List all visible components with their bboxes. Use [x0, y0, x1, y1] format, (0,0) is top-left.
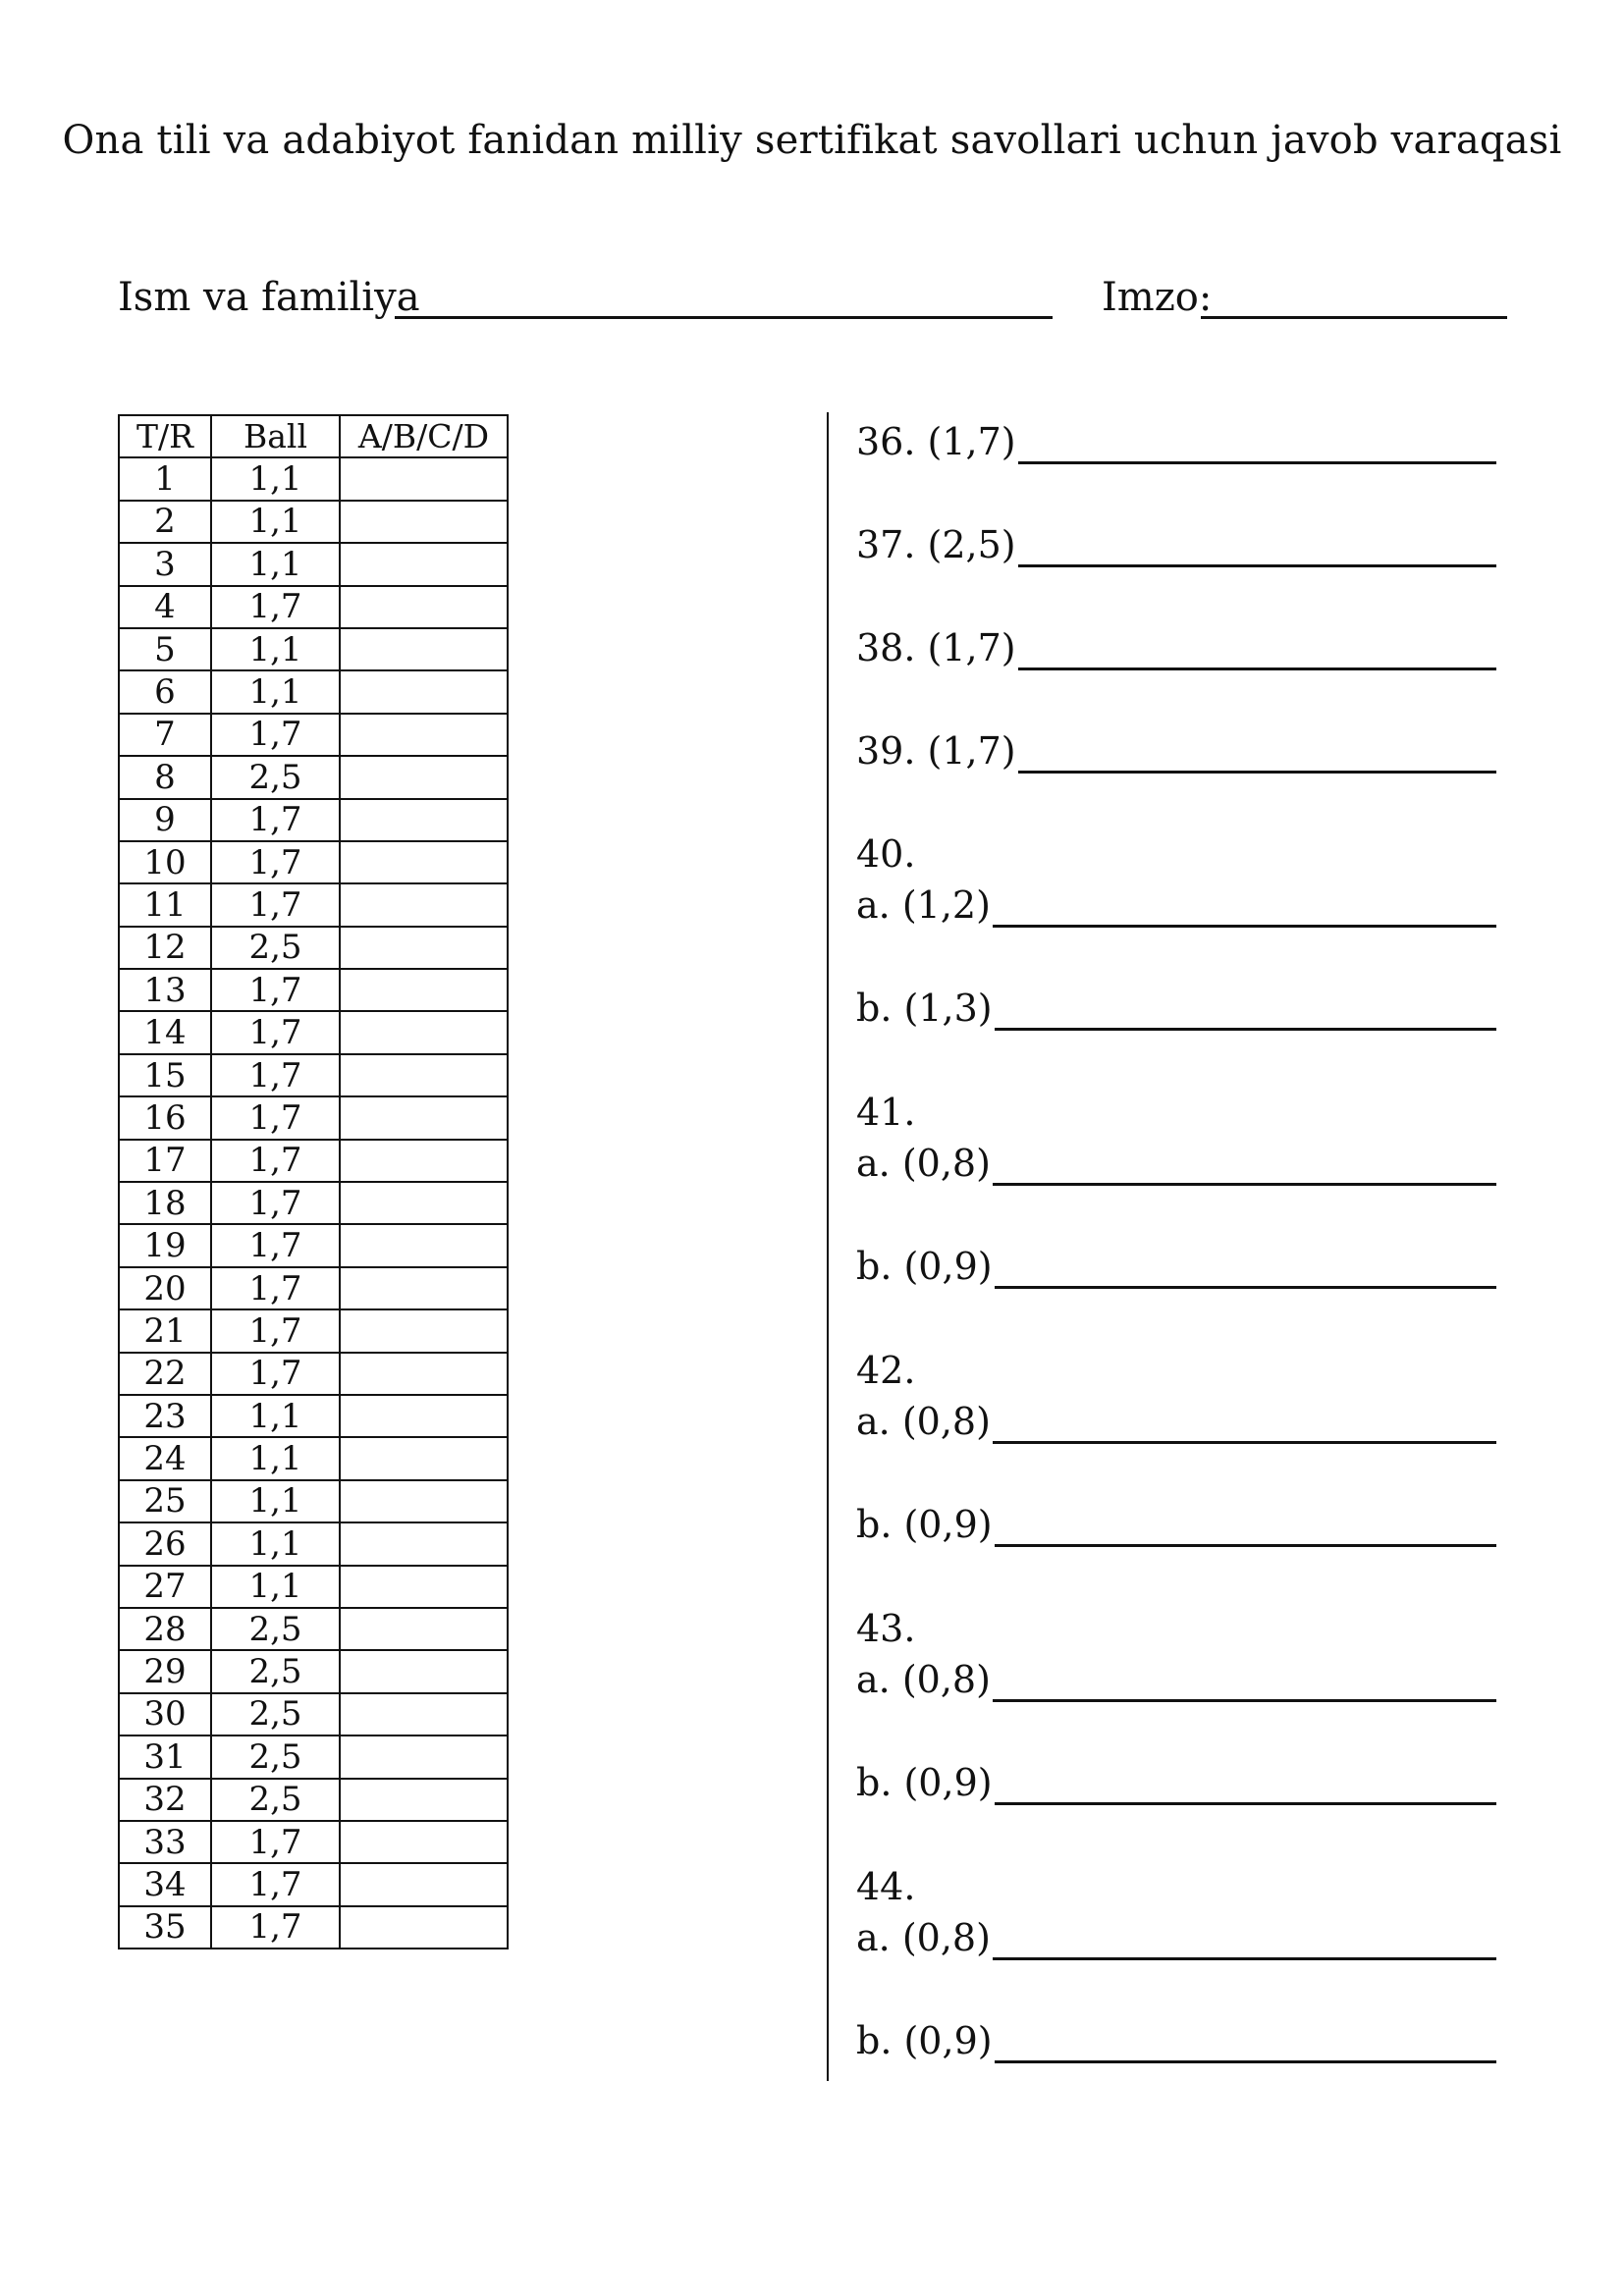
table-row — [119, 1182, 508, 1224]
table-row — [119, 1395, 508, 1437]
question-number: 22 — [119, 1353, 211, 1395]
table-row — [119, 1693, 508, 1735]
table-row — [119, 1353, 508, 1395]
answer-cell[interactable] — [340, 543, 508, 585]
question-score: 2,5 — [211, 756, 340, 798]
question-score: 1,7 — [211, 1821, 340, 1863]
answer-cell[interactable] — [340, 1140, 508, 1182]
question-number: 35 — [119, 1906, 211, 1949]
table-row — [119, 1096, 508, 1139]
answer-cell[interactable] — [340, 1182, 508, 1224]
question-number: 3 — [119, 543, 211, 585]
question-score: 1,1 — [211, 1566, 340, 1608]
open-question-part-a — [856, 1400, 1496, 1449]
table-row — [119, 714, 508, 756]
signature-field[interactable] — [1201, 316, 1507, 319]
question-score: 2,5 — [211, 1779, 340, 1821]
open-question-part-b — [856, 1245, 1496, 1294]
table-row — [119, 457, 508, 500]
table-row — [119, 1309, 508, 1352]
question-label: 36. (1,7) — [856, 420, 1016, 463]
open-question-part-a — [856, 1658, 1496, 1707]
question-number: 17 — [119, 1140, 211, 1182]
question-number: 28 — [119, 1608, 211, 1650]
question-score: 1,7 — [211, 799, 340, 841]
question-label: b. (0,9) — [856, 1761, 993, 1804]
table-row — [119, 841, 508, 883]
table-row — [119, 1779, 508, 1821]
question-number: 7 — [119, 714, 211, 756]
open-question — [856, 626, 1496, 675]
question-score: 1,7 — [211, 1224, 340, 1266]
question-number: 30 — [119, 1693, 211, 1735]
question-score: 1,7 — [211, 1309, 340, 1352]
open-question — [856, 420, 1496, 469]
table-row — [119, 501, 508, 543]
table-row — [119, 1608, 508, 1650]
answer-line[interactable] — [995, 2060, 1496, 2063]
column-divider — [827, 412, 829, 2081]
question-score: 1,1 — [211, 1437, 340, 1479]
question-number: 19 — [119, 1224, 211, 1266]
question-score: 1,7 — [211, 883, 340, 926]
question-number: 4 — [119, 586, 211, 628]
page-title: Ona tili va adabiyot fanidan milliy sertifikat savollari uchun javob varaqasi — [62, 118, 1562, 163]
question-number-heading: 40. — [856, 832, 916, 876]
answer-cell[interactable] — [340, 1054, 508, 1096]
question-score: 1,1 — [211, 1395, 340, 1437]
question-score: 1,1 — [211, 670, 340, 713]
question-label: a. (0,8) — [856, 1400, 991, 1443]
answer-line[interactable] — [1018, 461, 1496, 464]
table-row — [119, 1267, 508, 1309]
question-score: 1,7 — [211, 1011, 340, 1053]
answer-cell[interactable] — [340, 1267, 508, 1309]
open-question-part-a — [856, 883, 1496, 933]
question-number-heading: 43. — [856, 1607, 916, 1650]
question-label: b. (0,9) — [856, 1245, 993, 1288]
question-number: 13 — [119, 969, 211, 1011]
question-number: 32 — [119, 1779, 211, 1821]
question-score: 2,5 — [211, 1693, 340, 1735]
question-score: 1,7 — [211, 714, 340, 756]
question-score: 2,5 — [211, 1735, 340, 1778]
answer-cell[interactable] — [340, 1821, 508, 1863]
answer-line[interactable] — [1018, 771, 1496, 774]
question-score: 1,7 — [211, 1863, 340, 1905]
question-number: 2 — [119, 501, 211, 543]
open-question-part-a — [856, 1142, 1496, 1191]
question-number: 18 — [119, 1182, 211, 1224]
answer-cell[interactable] — [340, 1480, 508, 1522]
answer-cell[interactable] — [340, 969, 508, 1011]
answer-line[interactable] — [995, 1802, 1496, 1805]
column-header-number: T/R — [119, 415, 211, 457]
question-label: a. (0,8) — [856, 1142, 991, 1185]
answer-cell[interactable] — [340, 1096, 508, 1139]
question-score: 1,1 — [211, 1480, 340, 1522]
answer-cell[interactable] — [340, 1608, 508, 1650]
open-question-part-b — [856, 1761, 1496, 1810]
answer-cell[interactable] — [340, 1353, 508, 1395]
question-number: 31 — [119, 1735, 211, 1778]
question-number: 6 — [119, 670, 211, 713]
question-number: 12 — [119, 927, 211, 969]
question-score: 2,5 — [211, 927, 340, 969]
name-label: Ism va familiya — [118, 275, 420, 320]
question-label: 38. (1,7) — [856, 626, 1016, 669]
open-question-part-b — [856, 1503, 1496, 1552]
question-number: 21 — [119, 1309, 211, 1352]
question-score: 1,7 — [211, 1140, 340, 1182]
answer-line[interactable] — [995, 1544, 1496, 1547]
table-row — [119, 543, 508, 585]
question-score: 1,1 — [211, 501, 340, 543]
question-number: 1 — [119, 457, 211, 500]
table-row — [119, 756, 508, 798]
answer-cell[interactable] — [340, 1693, 508, 1735]
answer-cell[interactable] — [340, 927, 508, 969]
open-question-part-a — [856, 1916, 1496, 1965]
table-row — [119, 1140, 508, 1182]
question-number: 26 — [119, 1522, 211, 1565]
question-number: 9 — [119, 799, 211, 841]
answer-line[interactable] — [993, 1699, 1496, 1702]
question-score: 1,1 — [211, 1522, 340, 1565]
question-number: 11 — [119, 883, 211, 926]
table-row — [119, 927, 508, 969]
table-row — [119, 969, 508, 1011]
question-score: 1,7 — [211, 1096, 340, 1139]
answer-cell[interactable] — [340, 714, 508, 756]
table-row — [119, 1054, 508, 1096]
answer-cell[interactable] — [340, 457, 508, 500]
answer-cell[interactable] — [340, 1779, 508, 1821]
question-label: a. (0,8) — [856, 1916, 991, 1959]
table-header-row — [119, 415, 508, 457]
question-score: 1,1 — [211, 628, 340, 670]
answer-cell[interactable] — [340, 1906, 508, 1949]
column-header-answer: A/B/C/D — [340, 415, 508, 457]
table-row — [119, 1224, 508, 1266]
answer-cell[interactable] — [340, 1735, 508, 1778]
question-label: 37. (2,5) — [856, 523, 1016, 566]
answer-table — [118, 414, 509, 1949]
answer-cell[interactable] — [340, 799, 508, 841]
question-number: 10 — [119, 841, 211, 883]
answer-cell[interactable] — [340, 841, 508, 883]
question-score: 1,7 — [211, 969, 340, 1011]
question-label: b. (0,9) — [856, 2019, 993, 2062]
question-score: 1,7 — [211, 1353, 340, 1395]
question-label: 39. (1,7) — [856, 729, 1016, 773]
open-question — [856, 523, 1496, 572]
answer-cell[interactable] — [340, 1863, 508, 1905]
question-number: 23 — [119, 1395, 211, 1437]
table-row — [119, 586, 508, 628]
answer-cell[interactable] — [340, 883, 508, 926]
question-number-heading: 44. — [856, 1865, 916, 1908]
question-score: 2,5 — [211, 1608, 340, 1650]
answer-line[interactable] — [993, 925, 1496, 928]
answer-cell[interactable] — [340, 1011, 508, 1053]
answer-line[interactable] — [1018, 564, 1496, 567]
question-score: 1,7 — [211, 1182, 340, 1224]
table-row — [119, 799, 508, 841]
question-score: 1,7 — [211, 1267, 340, 1309]
answer-line[interactable] — [993, 1957, 1496, 1960]
answer-line[interactable] — [995, 1286, 1496, 1289]
question-number: 29 — [119, 1650, 211, 1692]
answer-cell[interactable] — [340, 670, 508, 713]
question-number: 25 — [119, 1480, 211, 1522]
question-score: 1,7 — [211, 1054, 340, 1096]
table-row — [119, 1566, 508, 1608]
table-row — [119, 670, 508, 713]
question-number: 33 — [119, 1821, 211, 1863]
question-score: 1,7 — [211, 586, 340, 628]
answer-line[interactable] — [993, 1441, 1496, 1444]
answer-cell[interactable] — [340, 1395, 508, 1437]
question-label: a. (0,8) — [856, 1658, 991, 1701]
question-label: b. (1,3) — [856, 987, 993, 1030]
question-number: 15 — [119, 1054, 211, 1096]
question-score: 1,7 — [211, 1906, 340, 1949]
open-question — [856, 729, 1496, 778]
question-label: b. (0,9) — [856, 1503, 993, 1546]
question-number: 34 — [119, 1863, 211, 1905]
table-row — [119, 628, 508, 670]
question-score: 1,7 — [211, 841, 340, 883]
answer-cell[interactable] — [340, 1437, 508, 1479]
answer-cell[interactable] — [340, 1566, 508, 1608]
answer-cell[interactable] — [340, 1522, 508, 1565]
question-number-heading: 41. — [856, 1091, 916, 1134]
question-number: 20 — [119, 1267, 211, 1309]
question-number: 14 — [119, 1011, 211, 1053]
question-score: 1,1 — [211, 457, 340, 500]
name-field[interactable] — [395, 316, 1053, 319]
open-question-part-b — [856, 2019, 1496, 2068]
table-row — [119, 883, 508, 926]
question-number: 16 — [119, 1096, 211, 1139]
table-row — [119, 1650, 508, 1692]
answer-cell[interactable] — [340, 756, 508, 798]
column-header-score: Ball — [211, 415, 340, 457]
question-number: 27 — [119, 1566, 211, 1608]
signature-label: Imzo: — [1102, 275, 1213, 320]
answer-line[interactable] — [995, 1028, 1496, 1031]
question-score: 2,5 — [211, 1650, 340, 1692]
answer-line[interactable] — [1018, 667, 1496, 670]
answer-line[interactable] — [993, 1183, 1496, 1186]
question-number: 8 — [119, 756, 211, 798]
question-number: 5 — [119, 628, 211, 670]
answer-cell[interactable] — [340, 1650, 508, 1692]
answer-cell[interactable] — [340, 1224, 508, 1266]
table-row — [119, 1735, 508, 1778]
answer-cell[interactable] — [340, 501, 508, 543]
table-row — [119, 1821, 508, 1863]
table-row — [119, 1522, 508, 1565]
open-question-part-b — [856, 987, 1496, 1036]
answer-cell[interactable] — [340, 628, 508, 670]
table-row — [119, 1480, 508, 1522]
table-row — [119, 1906, 508, 1949]
question-score: 1,1 — [211, 543, 340, 585]
table-row — [119, 1011, 508, 1053]
answer-cell[interactable] — [340, 586, 508, 628]
question-label: a. (1,2) — [856, 883, 991, 927]
table-row — [119, 1863, 508, 1905]
answer-cell[interactable] — [340, 1309, 508, 1352]
question-number: 24 — [119, 1437, 211, 1479]
question-number-heading: 42. — [856, 1349, 916, 1392]
table-row — [119, 1437, 508, 1479]
